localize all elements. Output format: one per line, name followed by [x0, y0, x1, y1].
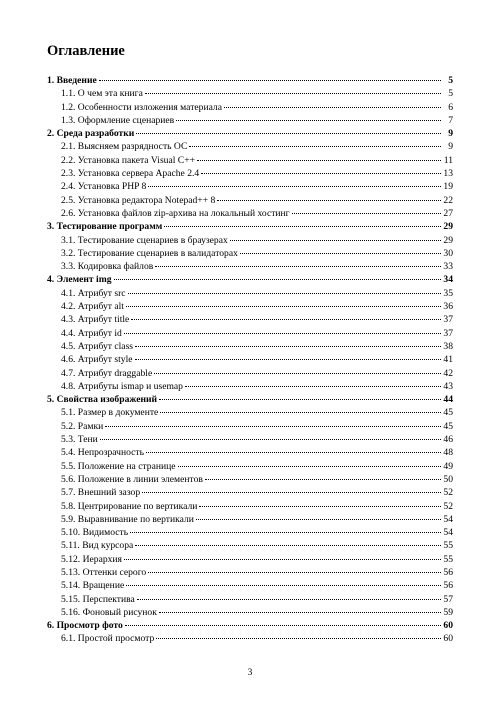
page-number: 3 — [247, 668, 253, 678]
toc-entry-label: 3.3. Кодировка файлов — [61, 261, 154, 273]
toc-entry-page: 6 — [448, 101, 453, 113]
toc-entry-page: 45 — [443, 407, 453, 419]
toc-leader-dots — [197, 160, 441, 161]
toc-leader-dots — [217, 200, 441, 201]
toc-section-entry[interactable] — [47, 234, 453, 247]
toc-entry-page: 7 — [448, 114, 453, 126]
toc-entry-label: 1.2. Особенности изложения материала — [61, 101, 222, 113]
toc-entry-label: 1.3. Оформление сценариев — [61, 114, 175, 126]
toc-entry-label: 3.2. Тестирование сценариев в валидаторах — [61, 247, 238, 259]
toc-section-entry[interactable] — [47, 566, 453, 579]
toc-section-entry[interactable] — [47, 260, 453, 273]
toc-leader-dots — [185, 386, 441, 387]
toc-leader-dots — [99, 80, 441, 81]
toc-chapter-entry[interactable] — [47, 273, 453, 286]
toc-entry-page: 9 — [448, 128, 453, 140]
toc-section-entry[interactable] — [47, 300, 453, 313]
toc-entry-page: 42 — [443, 367, 453, 379]
toc-entry-label: 5. Свойства изображений — [47, 394, 158, 406]
toc-entry-label: 5.11. Вид курсора — [61, 540, 134, 552]
toc-chapter-entry[interactable] — [47, 393, 453, 406]
toc-leader-dots — [145, 93, 441, 94]
toc-entry-page: 56 — [443, 566, 453, 578]
toc-entry-page: 29 — [443, 221, 453, 233]
toc-entry-page: 33 — [443, 261, 453, 273]
toc-entry-label: 4.7. Атрибут draggable — [61, 367, 153, 379]
toc-leader-dots — [196, 519, 441, 520]
toc-entry-label: 2.3. Установка сервера Apache 2.4 — [61, 168, 200, 180]
toc-section-entry[interactable] — [47, 460, 453, 473]
toc-entry-page: 56 — [443, 580, 453, 592]
toc-entry-label: 5.5. Положение на странице — [61, 460, 176, 472]
toc-entry-label: 2.2. Установка пакета Visual C++ — [61, 154, 196, 166]
toc-leader-dots — [114, 279, 441, 280]
toc-leader-dots — [146, 452, 441, 453]
toc-leader-dots — [240, 253, 441, 254]
toc-section-entry[interactable] — [47, 513, 453, 526]
toc-entry-label: 5.2. Рамки — [61, 420, 104, 432]
toc-leader-dots — [164, 226, 441, 227]
toc-entry-label: 1.1. О чем эта книга — [61, 88, 143, 100]
toc-entry-page: 48 — [443, 447, 453, 459]
toc-section-entry[interactable] — [47, 367, 453, 380]
toc-title: Оглавление — [47, 43, 125, 59]
toc-entry-label: 4.4. Атрибут id — [61, 327, 122, 339]
toc-entry-page: 36 — [443, 301, 453, 313]
toc-leader-dots — [124, 559, 441, 560]
toc-entry-page: 19 — [443, 181, 453, 193]
toc-leader-dots — [176, 120, 441, 121]
toc-entry-label: 5.12. Иерархия — [61, 553, 122, 565]
table-of-contents — [47, 74, 453, 646]
toc-section-entry[interactable] — [47, 194, 453, 207]
toc-entry-label: 4.2. Атрибут alt — [61, 301, 124, 313]
toc-entry-page: 41 — [443, 354, 453, 366]
toc-section-entry[interactable] — [47, 140, 453, 153]
toc-chapter-entry[interactable] — [47, 220, 453, 233]
toc-leader-dots — [125, 625, 441, 626]
toc-section-entry[interactable] — [47, 539, 453, 552]
toc-leader-dots — [135, 346, 441, 347]
toc-leader-dots — [142, 492, 441, 493]
toc-section-entry[interactable] — [47, 526, 453, 539]
toc-leader-dots — [292, 213, 441, 214]
toc-entry-page: 11 — [443, 154, 453, 166]
toc-entry-label: 4. Элемент img — [47, 274, 112, 286]
toc-entry-label: 5.16. Фоновый рисунок — [61, 606, 157, 618]
toc-leader-dots — [148, 572, 441, 573]
toc-section-entry[interactable] — [47, 606, 453, 619]
toc-entry-label: 2. Среда разработки — [47, 128, 135, 140]
toc-entry-page: 9 — [448, 141, 453, 153]
toc-section-entry[interactable] — [47, 500, 453, 513]
toc-entry-page: 54 — [443, 513, 453, 525]
toc-section-entry[interactable] — [47, 632, 453, 645]
toc-section-entry[interactable] — [47, 313, 453, 326]
toc-entry-label: 4.8. Атрибуты ismap и usemap — [61, 380, 183, 392]
toc-entry-page: 5 — [448, 75, 453, 86]
toc-section-entry[interactable] — [47, 247, 453, 260]
toc-entry-page: 38 — [443, 340, 453, 352]
toc-section-entry[interactable] — [47, 287, 453, 300]
toc-entry-page: 54 — [443, 527, 453, 539]
toc-leader-dots — [135, 545, 441, 546]
toc-entry-label: 4.6. Атрибут style — [61, 354, 133, 366]
toc-section-entry[interactable] — [47, 406, 453, 419]
toc-leader-dots — [201, 173, 441, 174]
toc-entry-page: 60 — [443, 633, 453, 645]
toc-leader-dots — [105, 426, 441, 427]
toc-leader-dots — [128, 293, 441, 294]
toc-entry-label: 4.3. Атрибут title — [61, 314, 130, 326]
toc-entry-page: 52 — [443, 500, 453, 512]
toc-entry-label: 4.5. Атрибут class — [61, 340, 134, 352]
toc-entry-page: 22 — [443, 194, 453, 206]
toc-entry-label: 5.3. Тени — [61, 434, 98, 446]
toc-entry-page: 44 — [443, 394, 453, 406]
toc-entry-page: 27 — [443, 207, 453, 219]
toc-entry-page: 13 — [443, 168, 453, 180]
toc-chapter-entry[interactable] — [47, 619, 453, 632]
toc-entry-label: 2.5. Установка редактора Notepad++ 8 — [61, 194, 216, 206]
toc-section-entry[interactable] — [47, 101, 453, 114]
toc-leader-dots — [131, 319, 441, 320]
toc-leader-dots — [178, 466, 442, 467]
toc-section-entry[interactable] — [47, 446, 453, 459]
toc-leader-dots — [148, 186, 441, 187]
toc-entry-page: 46 — [443, 434, 453, 446]
toc-leader-dots — [199, 506, 441, 507]
toc-entry-page: 60 — [443, 620, 453, 632]
toc-entry-label: 5.15. Перспектива — [61, 593, 135, 605]
toc-entry-label: 5.10. Видимость — [61, 527, 129, 539]
toc-entry-page: 57 — [443, 593, 453, 605]
toc-leader-dots — [159, 399, 441, 400]
toc-leader-dots — [100, 439, 441, 440]
toc-chapter-entry[interactable] — [47, 74, 453, 87]
toc-leader-dots — [154, 373, 441, 374]
toc-entry-page: 52 — [443, 487, 453, 499]
toc-section-entry[interactable] — [47, 87, 453, 100]
toc-leader-dots — [124, 333, 441, 334]
toc-entry-page: 30 — [443, 247, 453, 259]
toc-section-entry[interactable] — [47, 154, 453, 167]
toc-entry-label: 4.1. Атрибут src — [61, 287, 126, 299]
toc-entry-page: 50 — [443, 473, 453, 485]
toc-entry-page: 55 — [443, 553, 453, 565]
toc-entry-label: 5.9. Выравнивание по вертикали — [61, 513, 194, 525]
toc-section-entry[interactable] — [47, 593, 453, 606]
toc-leader-dots — [135, 359, 441, 360]
toc-entry-label: 5.1. Размер в документе — [61, 407, 159, 419]
toc-entry-label: 3.1. Тестирование сценариев в браузерах — [61, 234, 228, 246]
toc-entry-page: 34 — [443, 274, 453, 286]
toc-section-entry[interactable] — [47, 114, 453, 127]
toc-entry-page: 59 — [443, 606, 453, 618]
toc-leader-dots — [155, 266, 441, 267]
toc-section-entry[interactable] — [47, 180, 453, 193]
toc-entry-label: 5.7. Внешний зазор — [61, 487, 141, 499]
toc-entry-page: 37 — [443, 314, 453, 326]
toc-entry-label: 3. Тестирование программ — [47, 221, 163, 233]
toc-entry-label: 2.6. Установка файлов zip-архива на локальный хостинг — [61, 207, 290, 219]
toc-entry-page: 45 — [443, 420, 453, 432]
toc-entry-label: 5.8. Центрирование по вертикали — [61, 500, 198, 512]
toc-leader-dots — [156, 638, 441, 639]
toc-section-entry[interactable] — [47, 167, 453, 180]
toc-entry-label: 2.4. Установка PHP 8 — [61, 181, 147, 193]
toc-leader-dots — [230, 240, 441, 241]
toc-section-entry[interactable] — [47, 433, 453, 446]
toc-entry-page: 5 — [448, 88, 453, 100]
toc-section-entry[interactable] — [47, 340, 453, 353]
toc-leader-dots — [126, 585, 441, 586]
toc-leader-dots — [205, 479, 441, 480]
toc-entry-label: 5.14. Вращение — [61, 580, 125, 592]
toc-section-entry[interactable] — [47, 207, 453, 220]
toc-entry-page: 55 — [443, 540, 453, 552]
toc-entry-page: 43 — [443, 380, 453, 392]
toc-entry-label: 6.1. Простой просмотр — [61, 633, 155, 645]
toc-leader-dots — [130, 532, 441, 533]
toc-section-entry[interactable] — [47, 380, 453, 393]
toc-entry-page: 37 — [443, 327, 453, 339]
toc-entry-page: 49 — [443, 460, 453, 472]
toc-section-entry[interactable] — [47, 553, 453, 566]
toc-leader-dots — [224, 107, 441, 108]
toc-section-entry[interactable] — [47, 579, 453, 592]
toc-section-entry[interactable] — [47, 327, 453, 340]
toc-leader-dots — [137, 599, 441, 600]
toc-leader-dots — [126, 306, 441, 307]
toc-entry-label: 6. Просмотр фото — [47, 620, 123, 632]
toc-leader-dots — [189, 146, 441, 147]
toc-entry-label: 5.13. Оттенки серого — [61, 566, 147, 578]
toc-entry-page: 35 — [443, 287, 453, 299]
toc-entry-page: 29 — [443, 234, 453, 246]
toc-entry-label: 5.6. Положение в линии элементов — [61, 473, 203, 485]
toc-leader-dots — [159, 612, 441, 613]
toc-entry-label: 1. Введение — [47, 75, 97, 86]
toc-chapter-entry[interactable] — [47, 127, 453, 140]
toc-entry-label: 5.4. Непрозрачность — [61, 447, 144, 459]
toc-section-entry[interactable] — [47, 353, 453, 366]
toc-section-entry[interactable] — [47, 473, 453, 486]
toc-section-entry[interactable] — [47, 486, 453, 499]
toc-leader-dots — [136, 133, 441, 134]
toc-entry-label: 2.1. Выясняем разрядность ОС — [61, 141, 188, 153]
toc-section-entry[interactable] — [47, 420, 453, 433]
toc-leader-dots — [160, 412, 441, 413]
